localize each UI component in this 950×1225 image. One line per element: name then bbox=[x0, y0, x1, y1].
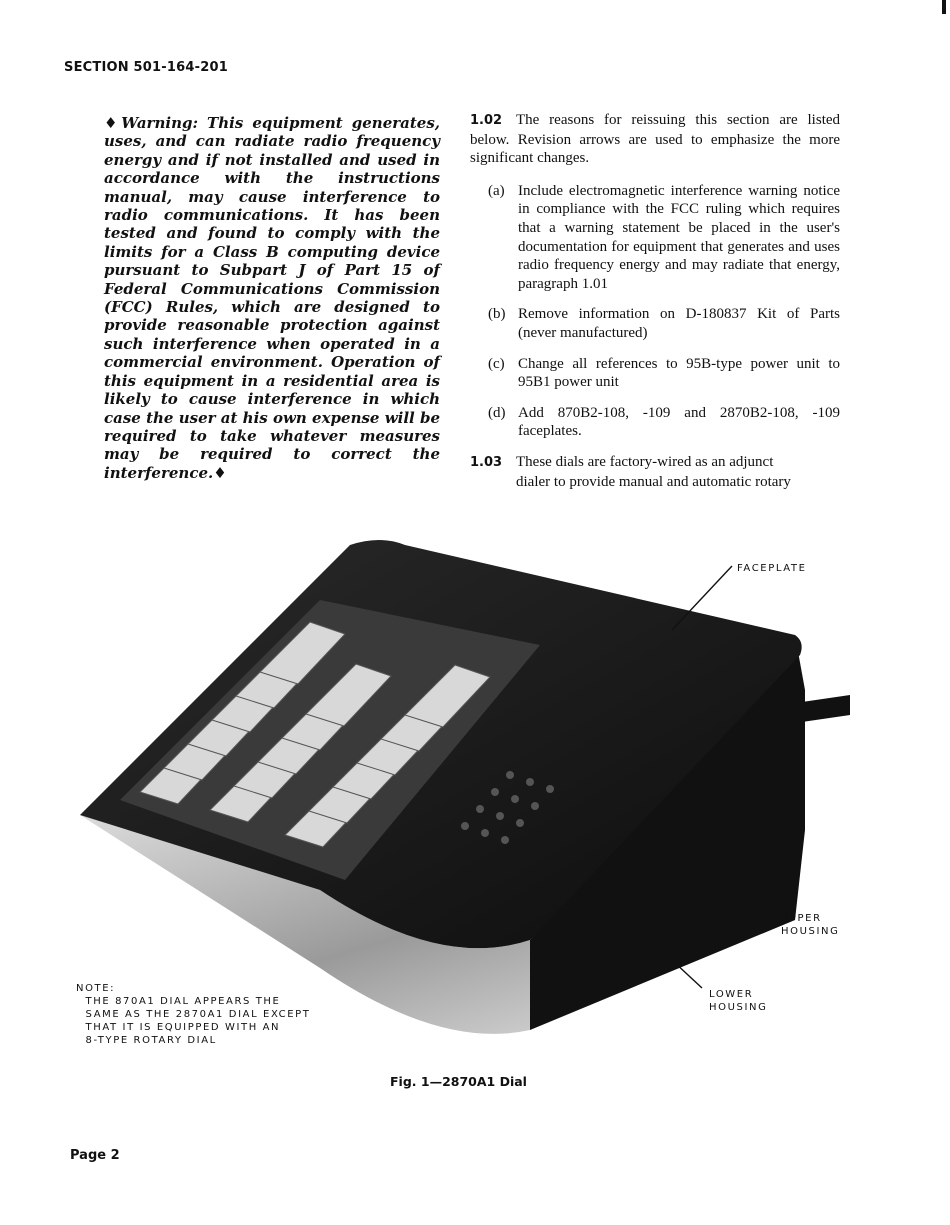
list-item-label: (d) bbox=[488, 404, 506, 421]
list-item-label: (b) bbox=[488, 306, 506, 323]
fcc-warning-block bbox=[104, 114, 440, 482]
paragraph-text: listed below. Revision arrows are used to emphasize the more significant changes. bbox=[470, 112, 841, 167]
revision-arrow-close: ♦ bbox=[213, 463, 227, 482]
revision-arrow-open: ♦ bbox=[104, 114, 122, 132]
list-item bbox=[488, 182, 840, 294]
paragraph-1-02 bbox=[470, 111, 840, 168]
list-item-text: Change all references to 95B-type power unit to 95B1 power unit bbox=[518, 355, 840, 391]
page-number: Page 2 bbox=[70, 1148, 120, 1163]
list-item bbox=[488, 305, 840, 342]
section-header: SECTION 501-164-201 bbox=[64, 60, 228, 75]
right-column bbox=[470, 111, 840, 505]
list-item bbox=[488, 355, 840, 392]
dial-illustration bbox=[60, 530, 890, 1050]
figure-caption: Fig. 1—2870A1 Dial bbox=[390, 1074, 527, 1089]
label-faceplate: FACEPLATE bbox=[737, 563, 807, 574]
paragraph-first-line: The reasons for reissuing this section are bbox=[516, 112, 798, 128]
list-item bbox=[488, 404, 840, 441]
paragraph-text: dialer to provide manual and automatic rotary bbox=[516, 473, 791, 490]
paragraph-first-line: These dials are factory-wired as an adjunct bbox=[516, 453, 774, 470]
list-item-label: (c) bbox=[488, 355, 505, 372]
list-item-text: Include electromagnetic interference warning notice in compliance with the FCC ruling which requires that a warning statement be placed in the user's documentation for equipment that generates and uses radio frequency energy and may radiate that energy, paragraph 1.01 bbox=[518, 182, 840, 292]
paragraph-number: 1.02 bbox=[470, 113, 503, 128]
list-item-label: (a) bbox=[488, 182, 505, 199]
cord bbox=[802, 695, 850, 722]
figure-note: NOTE: THE 870A1 DIAL APPEARS THE SAME AS THE 2870A1 DIAL EXCEPT THAT IT IS EQUIPPED WITH AN 8-TYPE ROTARY DIAL bbox=[76, 983, 311, 1046]
paragraph-1-03 bbox=[470, 453, 840, 491]
list-item-text: Remove information on D-180837 Kit of Parts (never manufactured) bbox=[518, 306, 840, 341]
warning-lead: Warning: bbox=[121, 114, 198, 132]
paragraph-number: 1.03 bbox=[470, 454, 503, 470]
label-lower-housing: LOWER HOUSING bbox=[709, 989, 768, 1013]
warning-body: This equipment generates, uses, and can radiate radio frequency energy and if not installed and used in accordance with the instructions manual, may cause interference to radio communications. It has been tested and found to comply with the limits for a Class B computing device pursuant to Subpart J of Part 15 of Federal Communications Commission (FCC) Rules, which are designed to provide reasonable protection against such interference when operated in a commercial environment. Operation of this equipment in a residential area is likely to cause interference in which case the user at his own expense will be required to take whatever measures may be required to correct the interference. bbox=[104, 114, 441, 482]
label-upper-housing: UPPER HOUSING bbox=[781, 913, 840, 937]
corner-registration-mark bbox=[942, 0, 946, 14]
list-item-text: Add 870B2-108, -109 and 2870B2-108, -109 faceplates. bbox=[518, 404, 840, 440]
